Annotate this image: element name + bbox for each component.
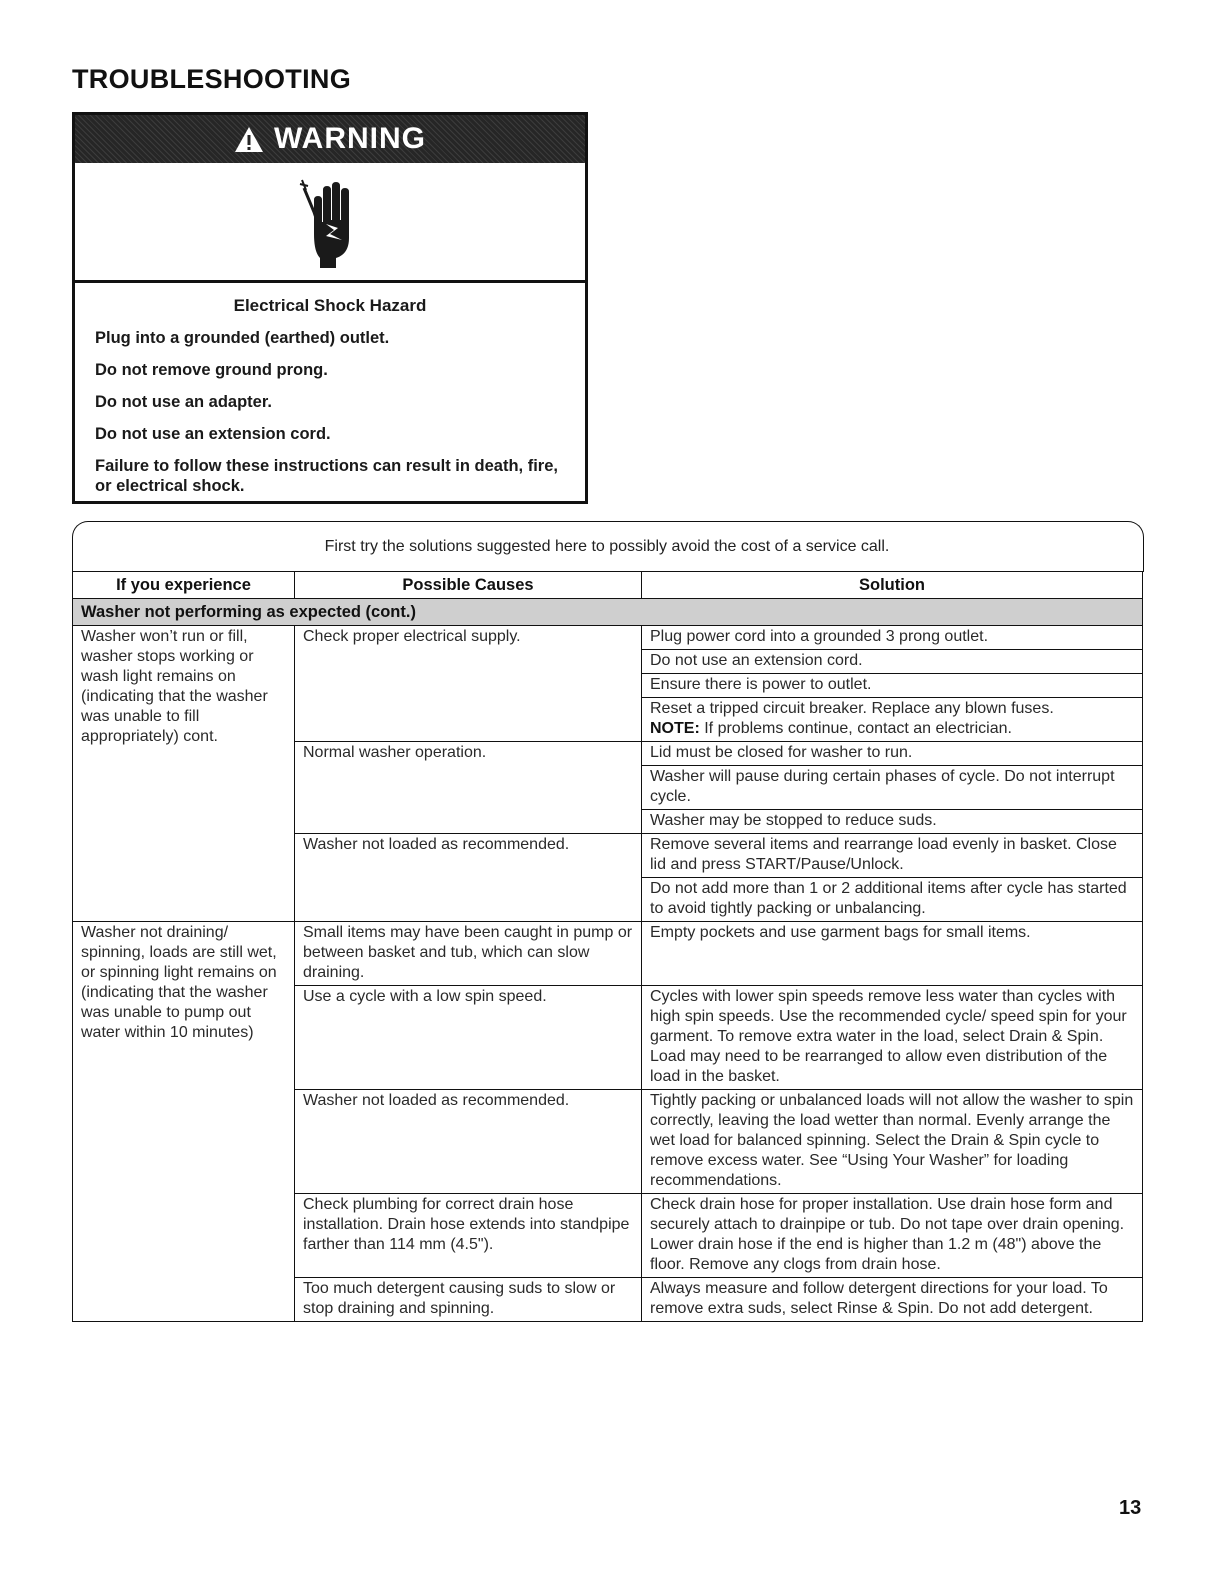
hazard-line: Do not remove ground prong. xyxy=(95,361,328,379)
problem-cell: Washer not draining/ spinning, loads are still wet, or spinning light remains on (indicating that the washer was unable to pump out water within 10 minutes) xyxy=(73,922,295,1322)
warning-header-text: WARNING xyxy=(274,122,426,155)
problem-cell: Washer won’t run or fill, washer stops working or wash light remains on (indicating that the washer was unable to fill appropriately) cont. xyxy=(73,626,295,922)
solution-cell xyxy=(642,698,1143,742)
solution-text: Reset a tripped circuit breaker. Replace any blown fuses. xyxy=(650,700,1054,717)
cause-cell: Washer not loaded as recommended. xyxy=(295,1090,642,1194)
section-row xyxy=(73,599,1143,626)
page-number: 13 xyxy=(1119,1497,1142,1519)
cause-cell: Use a cycle with a low spin speed. xyxy=(295,986,642,1090)
solution-cell: Washer may be stopped to reduce suds. xyxy=(642,810,1143,834)
warning-header xyxy=(75,115,585,163)
cause-cell: Normal washer operation. xyxy=(295,742,642,834)
hazard-line: Plug into a grounded (earthed) outlet. xyxy=(95,329,390,347)
solution-cell: Cycles with lower spin speeds remove less water than cycles with high spin speeds. Use the recommended cycle/ speed spin for your garment. To remove extra water in the load, select Drain & Spin. Load may need to be rearranged to allow even distribution of the load in the basket. xyxy=(642,986,1143,1090)
column-header: Solution xyxy=(642,572,1143,599)
cause-cell: Check plumbing for correct drain hose installation. Drain hose extends into standpipe farther than 114 mm (4.5"). xyxy=(295,1194,642,1278)
page-title: TROUBLESHOOTING xyxy=(72,64,351,94)
warning-triangle-icon xyxy=(234,125,264,153)
warning-text xyxy=(75,283,585,496)
cause-cell: Small items may have been caught in pump or between basket and tub, which can slow draining. xyxy=(295,922,642,986)
cause-cell: Check proper electrical supply. xyxy=(295,626,642,742)
column-header: If you experience xyxy=(73,572,295,599)
solution-cell: Remove several items and rearrange load evenly in basket. Close lid and press START/Pause/Unlock. xyxy=(642,834,1143,878)
solution-cell: Do not add more than 1 or 2 additional items after cycle has started to avoid tightly packing or unbalancing. xyxy=(642,878,1143,922)
hazard-line: Failure to follow these instructions can result in death, fire, or electrical shock. xyxy=(95,457,558,495)
solution-cell: Lid must be closed for washer to run. xyxy=(642,742,1143,766)
table-intro: First try the solutions suggested here to possibly avoid the cost of a service call. xyxy=(324,538,890,555)
warning-box xyxy=(72,112,588,504)
solution-cell: Plug power cord into a grounded 3 prong outlet. xyxy=(642,626,1143,650)
column-header: Possible Causes xyxy=(295,572,642,599)
note-label: NOTE: xyxy=(650,720,700,737)
section-title: Washer not performing as expected (cont.) xyxy=(73,599,1143,626)
solution-cell: Check drain hose for proper installation. Use drain hose form and securely attach to drainpipe or tub. Do not tape over drain opening. Lower drain hose if the end is higher than 1.2 m (48") above the floor. Remove any clogs from drain hose. xyxy=(642,1194,1143,1278)
note-text: If problems continue, contact an electrician. xyxy=(699,720,1012,737)
solution-cell: Tightly packing or unbalanced loads will not allow the washer to spin correctly, leaving the load wetter than normal. Evenly arrange the wet load for balanced spinning. Select the Drain & Spin cycle to remove excess water. See “Using Your Washer” for loading recommendations. xyxy=(642,1090,1143,1194)
troubleshooting-table xyxy=(72,571,1143,1322)
hazard-title: Electrical Shock Hazard xyxy=(233,296,427,315)
hazard-line: Do not use an extension cord. xyxy=(95,425,331,443)
hazard-line: Do not use an adapter. xyxy=(95,393,272,411)
cause-cell: Washer not loaded as recommended. xyxy=(295,834,642,922)
cause-cell: Too much detergent causing suds to slow or stop draining and spinning. xyxy=(295,1278,642,1322)
solution-cell: Empty pockets and use garment bags for small items. xyxy=(642,922,1143,986)
hazard-icon-area xyxy=(75,163,585,283)
table-row xyxy=(73,922,1143,986)
table-header-row xyxy=(73,572,1143,599)
solution-cell: Washer will pause during certain phases of cycle. Do not interrupt cycle. xyxy=(642,766,1143,810)
electric-shock-hand-icon xyxy=(290,172,370,272)
solution-cell: Do not use an extension cord. xyxy=(642,650,1143,674)
solution-cell: Always measure and follow detergent directions for your load. To remove extra suds, select Rinse & Spin. Do not add detergent. xyxy=(642,1278,1143,1322)
table-row xyxy=(73,626,1143,650)
solution-cell: Ensure there is power to outlet. xyxy=(642,674,1143,698)
